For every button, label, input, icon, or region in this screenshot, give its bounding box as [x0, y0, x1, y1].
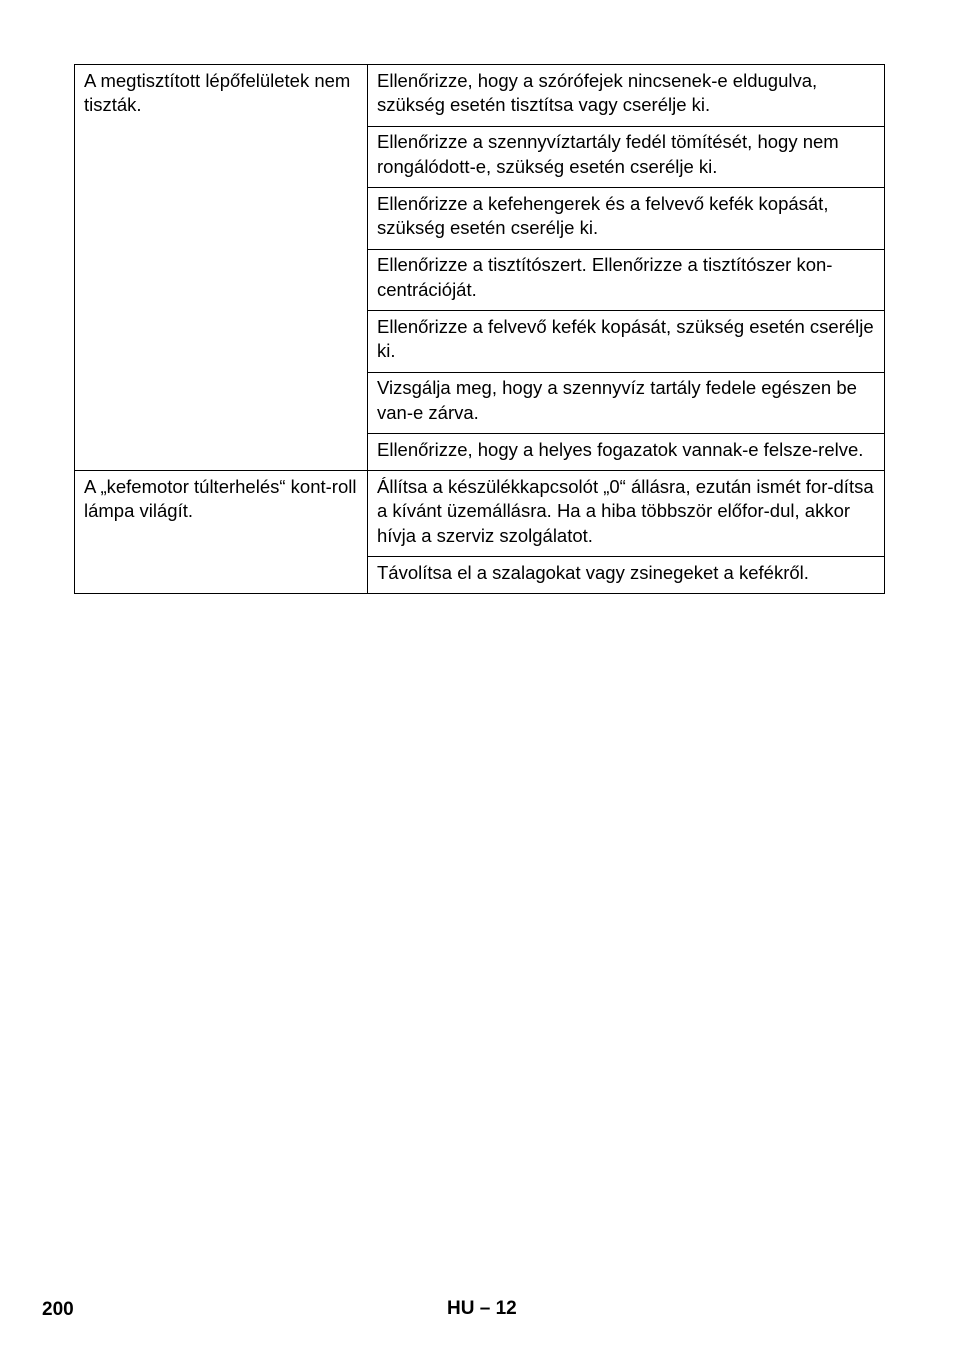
remedy-text: Ellenőrizze a felvevő kefék kopását, szükség esetén cserélje ki. [377, 315, 874, 361]
remedy-cell [368, 65, 885, 127]
remedy-text: Távolítsa el a szalagokat vagy zsinegeket a kefékről. [377, 561, 809, 583]
remedy-text: Ellenőrizze a szennyvíztartály fedél tömítését, hogy nem rongálódott-e, szükség esetén cserélje ki. [377, 131, 839, 177]
troubleshooting-table [74, 64, 885, 594]
page-number: 200 [42, 1299, 74, 1320]
remedy-cell [368, 434, 885, 471]
remedy-text: Állítsa a készülékkapcsolót „0“ állásra, ezután ismét for-dítsa a kívánt üzemállásra. Ha a hiba többször előfor-dul, akkor hívja a szerviz szolgálatot. [377, 475, 874, 546]
remedy-text: Ellenőrizze, hogy a helyes fogazatok vannak-e felsze-relve. [377, 438, 864, 460]
remedy-text: Ellenőrizze a kefehengerek és a felvevő kefék kopását, szükség esetén cserélje ki. [377, 192, 829, 238]
remedy-cell [368, 311, 885, 373]
problem-text: A megtisztított lépőfelületek nem tiszták. [84, 69, 351, 115]
remedy-cell [368, 188, 885, 250]
remedy-cell [368, 372, 885, 434]
remedy-cell [368, 249, 885, 311]
remedy-text: Ellenőrizze, hogy a szórófejek nincsenek-e eldugulva, szükség esetén tisztítsa vagy cserélje ki. [377, 69, 818, 115]
problem-cell [75, 65, 368, 471]
table-row [75, 471, 885, 557]
remedy-text: Ellenőrizze a tisztítószert. Ellenőrizze a tisztítószer kon-centrációját. [377, 254, 833, 300]
remedy-cell [368, 471, 885, 557]
remedy-cell [368, 557, 885, 594]
remedy-text: Vizsgálja meg, hogy a szennyvíz tartály fedele egészen be van-e zárva. [377, 377, 857, 423]
table-row [75, 65, 885, 127]
remedy-cell [368, 126, 885, 188]
problem-text: A „kefemotor túlterhelés“ kont-roll lámpa világít. [84, 475, 357, 521]
section-page-label: HU – 12 [447, 1298, 517, 1319]
problem-cell [75, 471, 368, 594]
